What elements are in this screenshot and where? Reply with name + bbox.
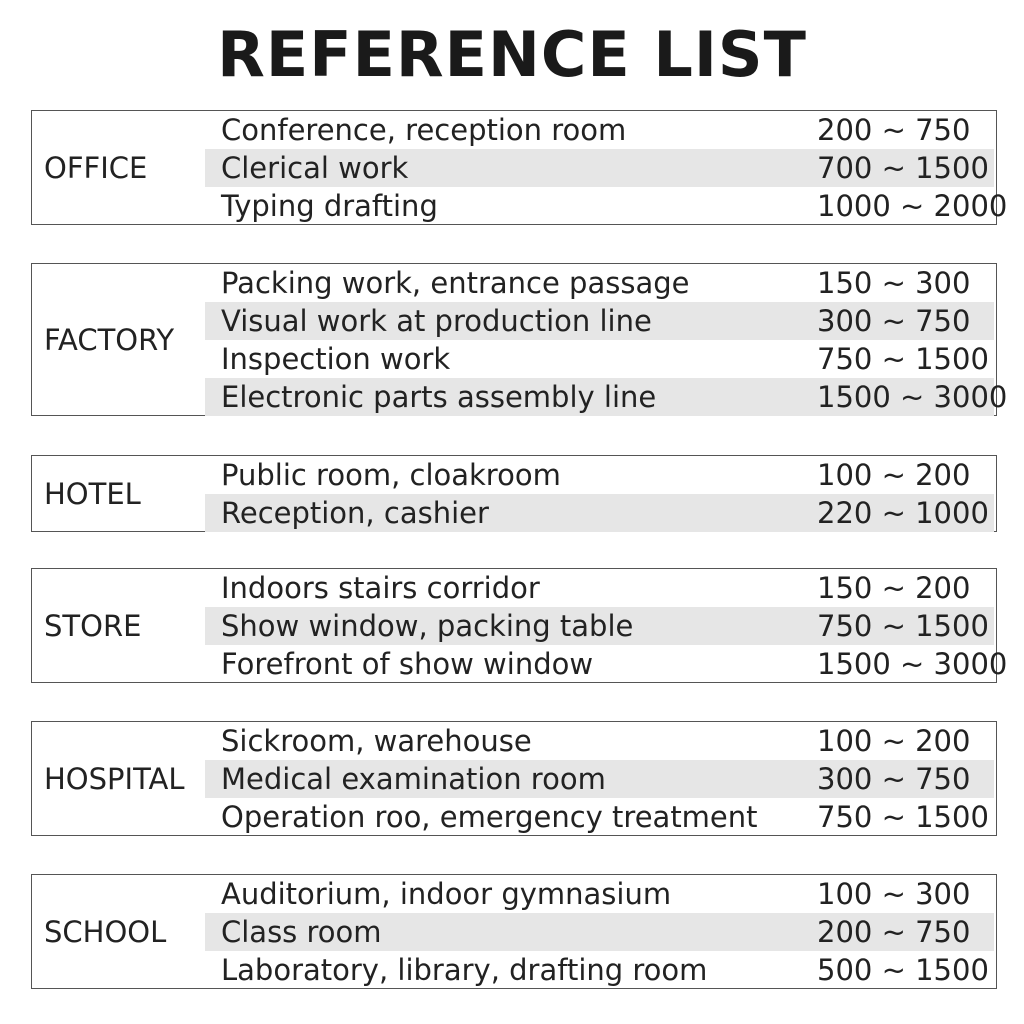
- row-description: Sickroom, warehouse: [221, 724, 532, 758]
- list-item: [205, 913, 994, 951]
- row-description: Conference, reception room: [221, 113, 627, 147]
- list-item: [205, 645, 1008, 683]
- row-description: Visual work at production line: [221, 304, 652, 338]
- list-item: [205, 264, 994, 302]
- section-office: [31, 110, 1008, 225]
- row-description: Show window, packing table: [221, 609, 634, 643]
- row-range: 500 ~ 1500: [817, 953, 989, 987]
- list-item: [205, 149, 994, 187]
- section-school: [31, 874, 997, 989]
- row-range: 220 ~ 1000: [817, 496, 989, 530]
- row-range: 700 ~ 1500: [817, 151, 989, 185]
- row-description: Clerical work: [221, 151, 409, 185]
- row-range: 1500 ~ 3000: [817, 380, 1008, 414]
- row-description: Reception, cashier: [221, 496, 489, 530]
- section-label: STORE: [44, 608, 142, 643]
- list-item: [205, 302, 994, 340]
- list-item: [205, 111, 994, 149]
- list-item: [205, 951, 994, 989]
- row-range: 300 ~ 750: [817, 762, 971, 796]
- list-item: [205, 607, 994, 645]
- row-description: Typing drafting: [221, 189, 438, 223]
- row-description: Laboratory, library, drafting room: [221, 953, 708, 987]
- row-description: Inspection work: [221, 342, 451, 376]
- row-description: Class room: [221, 915, 382, 949]
- row-range: 750 ~ 1500: [817, 800, 989, 834]
- row-description: Medical examination room: [221, 762, 606, 796]
- list-item: [205, 456, 994, 494]
- row-range: 200 ~ 750: [817, 915, 971, 949]
- row-description: Operation roo, emergency treatment: [221, 800, 758, 834]
- row-description: Packing work, entrance passage: [221, 266, 690, 300]
- row-range: 100 ~ 200: [817, 458, 971, 492]
- row-description: Public room, cloakroom: [221, 458, 561, 492]
- section-label: HOSPITAL: [44, 761, 185, 796]
- row-range: 100 ~ 300: [817, 877, 971, 911]
- row-range: 1000 ~ 2000: [817, 189, 1008, 223]
- row-description: Indoors stairs corridor: [221, 571, 540, 605]
- section-label: SCHOOL: [44, 914, 167, 949]
- row-description: Forefront of show window: [221, 647, 594, 681]
- row-range: 750 ~ 1500: [817, 609, 989, 643]
- section-label: FACTORY: [44, 322, 175, 357]
- section-factory: [31, 263, 1008, 416]
- list-item: [205, 875, 994, 913]
- row-description: Electronic parts assembly line: [221, 380, 657, 414]
- list-item: [205, 760, 994, 798]
- row-range: 150 ~ 300: [817, 266, 971, 300]
- page-title: REFERENCE LIST: [217, 18, 807, 91]
- list-item: [205, 378, 1008, 416]
- list-item: [205, 798, 994, 836]
- section-hospital: [31, 721, 997, 836]
- row-range: 100 ~ 200: [817, 724, 971, 758]
- section-label: OFFICE: [44, 150, 148, 185]
- row-range: 200 ~ 750: [817, 113, 971, 147]
- row-description: Auditorium, indoor gymnasium: [221, 877, 672, 911]
- row-range: 750 ~ 1500: [817, 342, 989, 376]
- row-range: 300 ~ 750: [817, 304, 971, 338]
- section-store: [31, 568, 1008, 683]
- row-range: 150 ~ 200: [817, 571, 971, 605]
- row-range: 1500 ~ 3000: [817, 647, 1008, 681]
- section-label: HOTEL: [44, 476, 141, 511]
- list-item: [205, 340, 994, 378]
- list-item: [205, 722, 994, 760]
- list-item: [205, 187, 1008, 225]
- list-item: [205, 569, 994, 607]
- list-item: [205, 494, 994, 532]
- section-hotel: [31, 455, 997, 532]
